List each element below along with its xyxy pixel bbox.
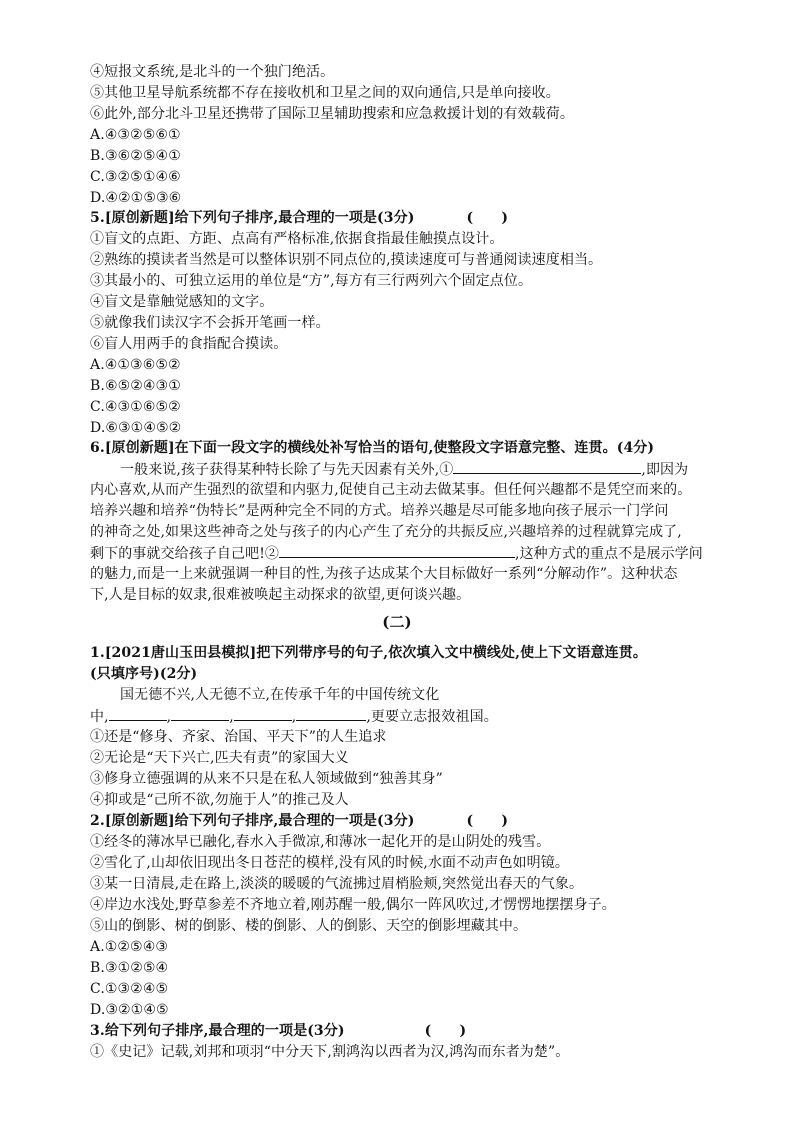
q6-line-5 xyxy=(90,543,703,564)
fill-blank-2[interactable] xyxy=(279,543,515,558)
s2q1-item-1: ①还是“修身、齐家、治国、平天下”的人生追求 xyxy=(90,729,387,745)
q5-option-a: A.④①③⑥⑤② xyxy=(90,357,181,373)
fill-blank[interactable] xyxy=(171,706,229,721)
sentence-6: ⑥此外,部分北斗卫星还携带了国际卫星辅助搜索和应急救援计划的有效载荷。 xyxy=(90,106,574,122)
section-title: (二) xyxy=(382,613,412,631)
q6-text: ,这种方式的重点不是展示学问 xyxy=(515,546,703,562)
answer-paren: ( ) xyxy=(424,1023,467,1039)
s2q2-sentence-4: ④岸边水浅处,野草参差不齐地立着,刚苏醒一般,偶尔一阵风吹过,才愣愣地摆摆身子。 xyxy=(90,897,616,913)
q5-option-b: B.⑥⑤②④③① xyxy=(90,378,181,394)
comma: , xyxy=(166,709,172,725)
s2q2-sentence-5: ⑤山的倒影、树的倒影、楼的倒影、人的倒影、天空的倒影埋藏其中。 xyxy=(90,918,528,934)
s2q2-option-c: C.①③②④⑤ xyxy=(90,981,169,997)
fill-blank[interactable] xyxy=(234,706,292,721)
q6-line-3: 培养兴趣和培养“伪特长”是两种完全不同的方式。培养兴趣是尽可能多地向孩子展示一门学问 xyxy=(90,503,669,519)
q5-option-c: C.④③①⑥⑤② xyxy=(90,399,181,415)
s2q2-option-a: A.①②⑤④③ xyxy=(90,939,169,955)
sentence-4: ④短报文系统,是北斗的一个独门绝活。 xyxy=(90,64,335,80)
s2q1-text: 中, xyxy=(90,709,109,725)
option-d: D.④②①⑤③⑥ xyxy=(90,190,182,206)
q6-line-1 xyxy=(120,459,688,480)
q5-sentence-3: ③其最小的、可独立运用的单位是“方”,每方有三行两列六个固定点位。 xyxy=(90,273,533,289)
s2q1-line-1: 国无德不兴,人无德不立,在传承千年的中国传统文化 xyxy=(120,687,440,703)
s2q3-sentence-1: ①《史记》记载,刘邦和项羽“中分天下,割鸿沟以西者为汉,鸿沟而东者为楚”。 xyxy=(90,1044,570,1060)
s2q2-sentence-3: ③某一日清晨,走在路上,淡淡的暖暖的气流拂过眉梢脸颊,突然觉出春天的气象。 xyxy=(90,876,584,892)
question-5-stem xyxy=(90,208,508,228)
fill-blank[interactable] xyxy=(296,706,366,721)
q6-line-6: 的魅力,而是一上来就强调一种目的性,为孩子达成某个大目标做好一系列“分解动作”。这种状态 xyxy=(90,566,678,582)
s2q1-text: ,更要立志报效祖国。 xyxy=(366,709,498,725)
option-a: A.④③②⑤⑥① xyxy=(90,127,181,143)
s2q2-sentence-2: ②雪化了,山却依旧现出冬日苍茫的模样,没有风的时候,水面不动声色如明镜。 xyxy=(90,855,569,871)
s2q1-item-4: ④抑或是“己所不欲,勿施于人”的推己及人 xyxy=(90,792,349,808)
comma: , xyxy=(229,709,234,725)
s2q1-item-2: ②无论是“天下兴亡,匹夫有责”的家国大义 xyxy=(90,750,349,766)
s2-question-1-stem-cont: (只填序号)(2分) xyxy=(90,666,198,682)
q6-line-4: 的神奇之处,如果这些神奇之处与孩子的内心产生了充分的共振反应,兴趣培养的过程就算完成了, xyxy=(90,524,682,540)
answer-paren: ( ) xyxy=(466,813,509,829)
q5-sentence-4: ④盲文是靠触觉感知的文字。 xyxy=(90,294,274,310)
q6-line-2: 内心喜欢,从而产生强烈的欲望和内驱力,促使自己主动去做某事。但任何兴趣都不是凭空而来的。 xyxy=(90,482,692,498)
question-5-text: 5.[原创新题]给下列句子排序,最合理的一项是(3分) xyxy=(90,210,415,226)
q5-sentence-1: ①盲文的点距、方距、点高有严格标准,依据食指最佳触摸点设计。 xyxy=(90,231,504,247)
q6-text: 剩下的事就交给孩子自己吧!② xyxy=(90,546,280,562)
fill-blank[interactable] xyxy=(109,706,167,721)
comma: , xyxy=(291,709,297,725)
s2-question-1-stem: 1.[2021唐山玉田县模拟]把下列带序号的句子,依次填入文中横线处,使上下文语意连贯。 xyxy=(90,645,647,661)
question-6-stem: 6.[原创新题]在下面一段文字的横线处补写恰当的语句,使整段文字语意完整、连贯。(4分) xyxy=(90,440,655,456)
q6-line-7: 下,人是目标的奴隶,很难被唤起主动探求的欲望,更何谈兴趣。 xyxy=(90,587,471,603)
q5-option-d: D.⑥③①④⑤② xyxy=(90,420,182,436)
s2-question-3-stem xyxy=(90,1021,466,1041)
s2-question-2-stem xyxy=(90,811,508,831)
q6-text: 一般来说,孩子获得某种特长除了与先天因素有关外,① xyxy=(120,462,454,478)
s2q2-sentence-1: ①经冬的薄冰早已融化,春水入手微凉,和薄冰一起化开的是山阴处的残雪。 xyxy=(90,834,551,850)
q6-text: ,即因为 xyxy=(641,462,689,478)
s2q1-line-2 xyxy=(90,706,498,727)
s2q2-option-d: D.③②①④⑤ xyxy=(90,1002,169,1018)
s2q2-text: 2.[原创新题]给下列句子排序,最合理的一项是(3分) xyxy=(90,813,415,829)
q5-sentence-6: ⑥盲人用两手的食指配合摸读。 xyxy=(90,336,288,352)
q5-sentence-2: ②熟练的摸读者当然是可以整体识别不同点位的,摸读速度可与普通阅读速度相当。 xyxy=(90,252,603,268)
q5-sentence-5: ⑤就像我们读汉字不会拆开笔画一样。 xyxy=(90,315,330,331)
sentence-5: ⑤其他卫星导航系统都不存在接收机和卫星之间的双向通信,只是单向接收。 xyxy=(90,85,560,101)
option-b: B.③⑥②⑤④① xyxy=(90,148,181,164)
s2q3-text: 3.给下列句子排序,最合理的一项是(3分) xyxy=(90,1023,345,1039)
option-c: C.③②⑤①④⑥ xyxy=(90,169,181,185)
s2q1-item-3: ③修身立德强调的从来不只是在私人领域做到“独善其身” xyxy=(90,771,443,787)
fill-blank-1[interactable] xyxy=(453,459,641,474)
answer-paren: ( ) xyxy=(466,210,509,226)
s2q2-option-b: B.③①②⑤④ xyxy=(90,960,169,976)
